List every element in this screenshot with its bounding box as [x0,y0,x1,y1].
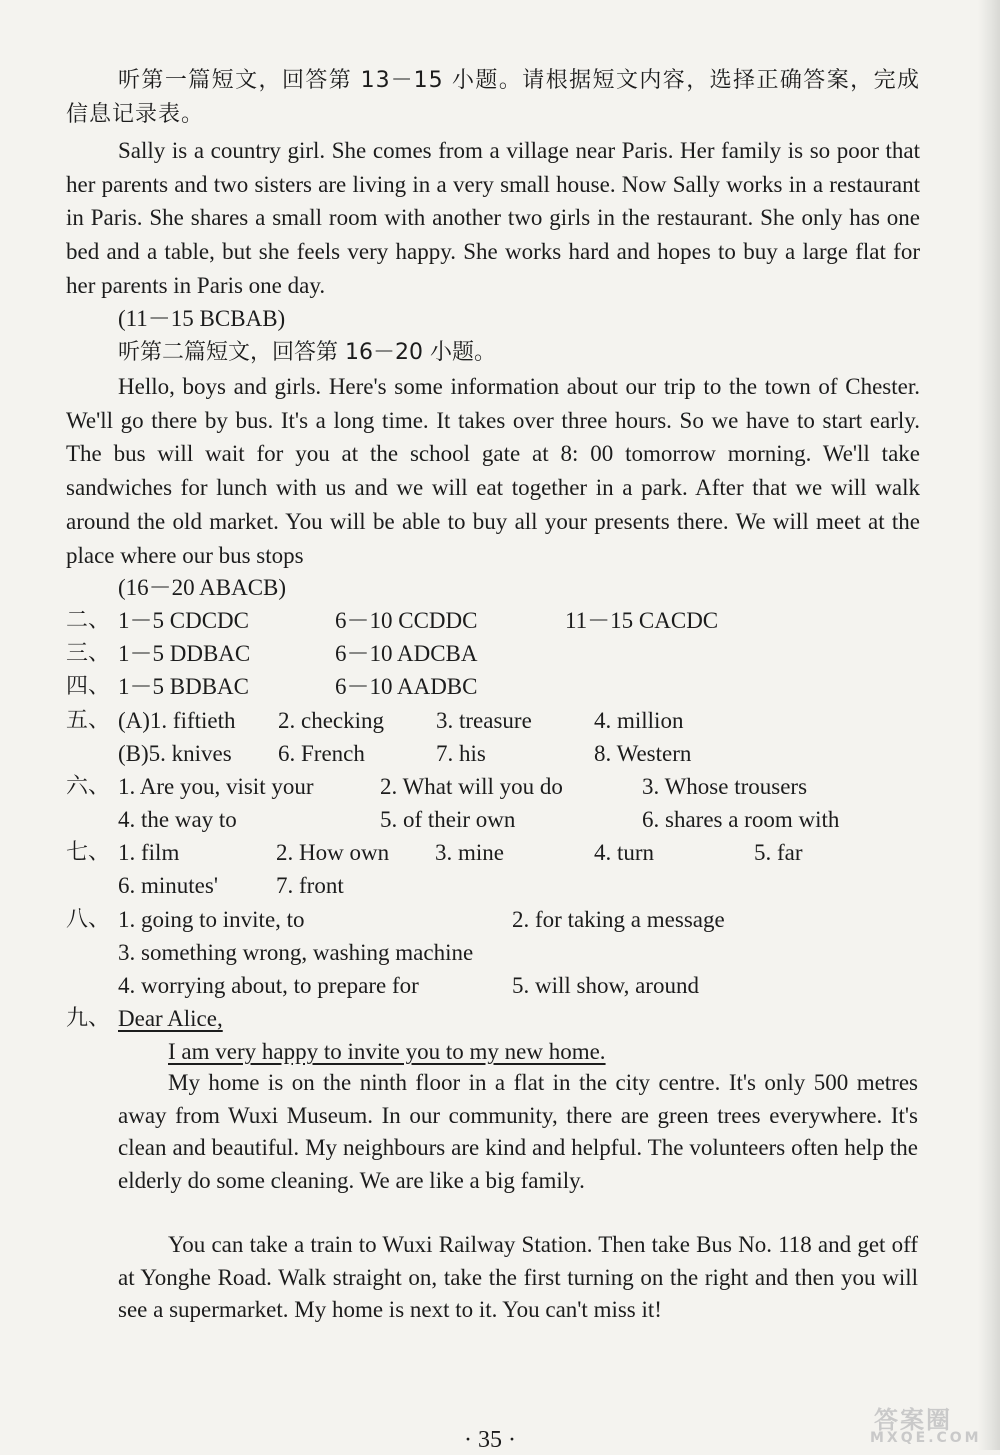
watermark-bottom-text: MXQE.COM [870,1430,982,1446]
san-answers-1-5: 1－5 DDBAC [118,641,251,666]
ba-item-4: 4. worrying about, to prepare for [118,973,419,998]
section-si-label: 四、 [66,674,111,699]
si-answers-6-10: 6－10 AADBC [335,674,478,699]
section1-instruction: 听第一篇短文，回答第 13－15 小题。请根据短文内容，选择正确答案，完成信息记录表。 [66,68,920,127]
er-answers-1-5: 1－5 CDCDC [118,608,249,633]
ba-item-1: 1. going to invite, to [118,907,305,932]
page-edge-shadow [978,0,1000,1450]
wu-item-6: 6. French [278,741,365,766]
liu-item-3: 3. Whose trousers [642,774,808,799]
section-san-label: 三、 [66,641,111,666]
section1-passage: Sally is a country girl. She comes from a village near Paris. Her family is so poor that her parents and two sisters are living in a very small house. Now Sally works in a restaurant in Paris. She shares a small room with another two girls in the restaurant. She only has one bed and a table, but she feels very happy. She works hard and hopes to buy a large flat for her parents in Paris one day. [66,138,920,298]
watermark-top-text: 答案圈 [874,1406,952,1434]
letter-opening: I am very happy to invite you to my new home. [168,1039,606,1064]
qi-item-4: 4. turn [594,840,655,865]
wu-item-8: 8. Western [594,741,692,766]
letter-paragraph-1: My home is on the ninth floor in a flat in the city centre. It's only 500 metres away from Wuxi Museum. In our community, there are green trees everywhere. It's clean and beautiful. My neighbours are kind and helpful. The volunteers often help the elderly do some cleaning. We are like a big family. [118,1070,918,1193]
liu-item-6: 6. shares a room with [642,807,840,832]
letter-greeting: Dear Alice, [118,1006,223,1031]
wu-item-5: (B)5. knives [118,741,232,766]
ba-item-2: 2. for taking a message [512,907,725,932]
qi-item-6: 6. minutes' [118,873,218,898]
letter-paragraph-2: You can take a train to Wuxi Railway Station. Then take Bus No. 118 and get off at Yonghe Road. Walk straight on, take the first turning on the right and then you will see a supermarket. My home is next to it. You can't miss it! [118,1232,918,1322]
section-ba-label: 八、 [66,907,111,932]
si-answers-1-5: 1－5 BDBAC [118,674,249,699]
qi-item-5: 5. far [754,840,803,865]
liu-item-1: 1. Are you, visit your [118,774,314,799]
qi-item-3: 3. mine [435,840,504,865]
section-wu-label: 五、 [66,708,111,733]
wu-item-2: 2. checking [278,708,385,733]
liu-item-4: 4. the way to [118,807,237,832]
section2-instruction: 听第二篇短文，回答第 16－20 小题。 [118,340,496,365]
section-jiu-label: 九、 [66,1006,111,1031]
san-answers-6-10: 6－10 ADCBA [335,641,478,666]
liu-item-2: 2. What will you do [380,774,563,799]
page-number: · 35 · [464,1427,516,1453]
qi-item-1: 1. film [118,840,180,865]
section-qi-label: 七、 [66,840,111,865]
watermark-logo [860,1400,1000,1450]
section2-answer: (16－20 ABACB) [118,575,287,600]
wu-item-3: 3. treasure [436,708,532,733]
section1-answer: (11－15 BCBAB) [118,306,286,331]
er-answers-11-15: 11－15 CACDC [565,608,719,633]
wu-item-7: 7. his [436,741,486,766]
qi-item-2: 2. How own [276,840,390,865]
wu-item-4: 4. million [594,708,684,733]
er-answers-6-10: 6－10 CCDDC [335,608,478,633]
qi-item-7: 7. front [276,873,344,898]
section-liu-label: 六、 [66,774,111,799]
section2-passage: Hello, boys and girls. Here's some information about our trip to the town of Chester. We'll go there by bus. It's a long time. It takes over three hours. So we have to start early. The bus will wait for you at the school gate at 8: 00 tomorrow morning. We'll take sandwiches for lunch with us and we will eat together in a park. After that we will walk around the old market. You will be able to buy all your presents there. We will meet at the place where our bus stops [66,374,920,568]
wu-item-1: (A)1. fiftieth [118,708,236,733]
liu-item-5: 5. of their own [380,807,516,832]
section-er-label: 二、 [66,608,111,633]
ba-item-5: 5. will show, around [512,973,699,998]
ba-item-3: 3. something wrong, washing machine [118,940,474,965]
